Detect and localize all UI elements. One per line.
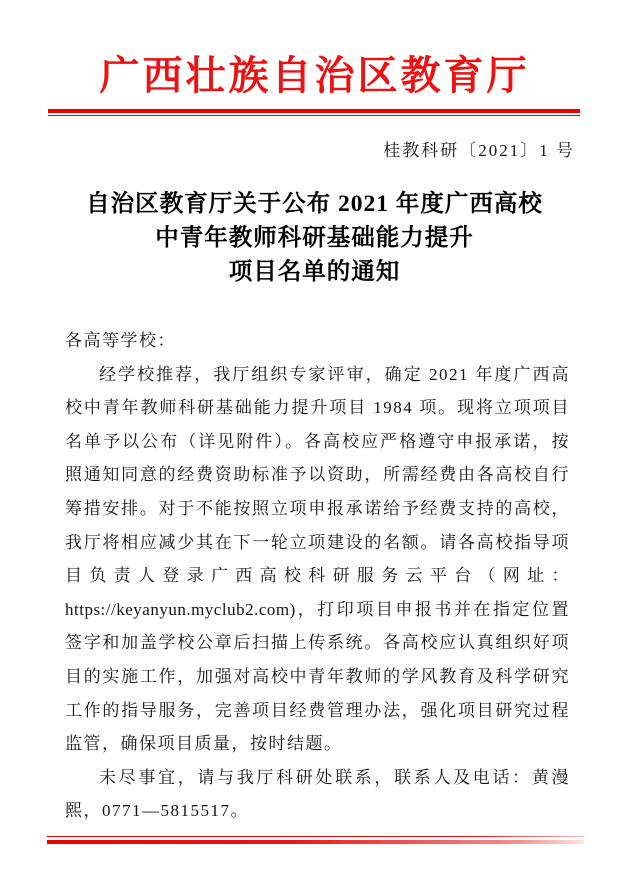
body-paragraph-1-text-after-url: )，打印项目申报书并在指定位置签字和加盖学校公章后扫描上传系统。各高校应认真组织好项目的实施工作，加强对高校中青年教师的学风教育及科学研究工作的指导服务，完善项目经费管理办法，强化项目研究过程监管，确保项目质量，按时结题。 [65,599,570,754]
document-reference-number: 桂教科研〔2021〕1 号 [383,141,575,160]
letterhead-agency-name: 广西壮族自治区教育厅 [99,53,530,98]
body-paragraph-2-contact: 未尽事宜，请与我厅科研处联系，联系人及电话：黄漫熙，0771—5815517。 [65,767,570,821]
salutation: 各高等学校： [65,331,176,350]
body-paragraph-1 [65,358,570,761]
red-separator-bottom [47,836,584,844]
notice-title [0,187,629,289]
body-paragraph-1-text-before-url: 经学校推荐，我厅组织专家评审，确定 2021 年度广西高校中青年教师科研基础能力提升项目 1984 项。现将立项项目名单予以公布（详见附件）。各高校应严格遵守申报承诺，按照通知同意的经费资助标准予以资助，所需经费由各高校自行筹措安排。对于不能按照立项申报承诺给予经费支持的高校，我厅将相应减少其在下一轮立项建设的名额。请各高校指导项目负责人登录广西高校科研服务云平台（网址： [65,364,570,586]
notice-title-line-2: 中青年教师科研基础能力提升 [155,225,474,251]
platform-url: https://keyanyun.myclub2.com [65,599,290,619]
notice-title-line-1: 自治区教育厅关于公布 2021 年度广西高校 [86,191,543,217]
red-separator-top [48,109,580,116]
notice-body [65,324,570,828]
red-separator-top-thin-bar [48,115,580,116]
red-separator-bottom-thick-bar [47,840,584,844]
notice-title-line-3: 项目名单的通知 [228,259,401,285]
